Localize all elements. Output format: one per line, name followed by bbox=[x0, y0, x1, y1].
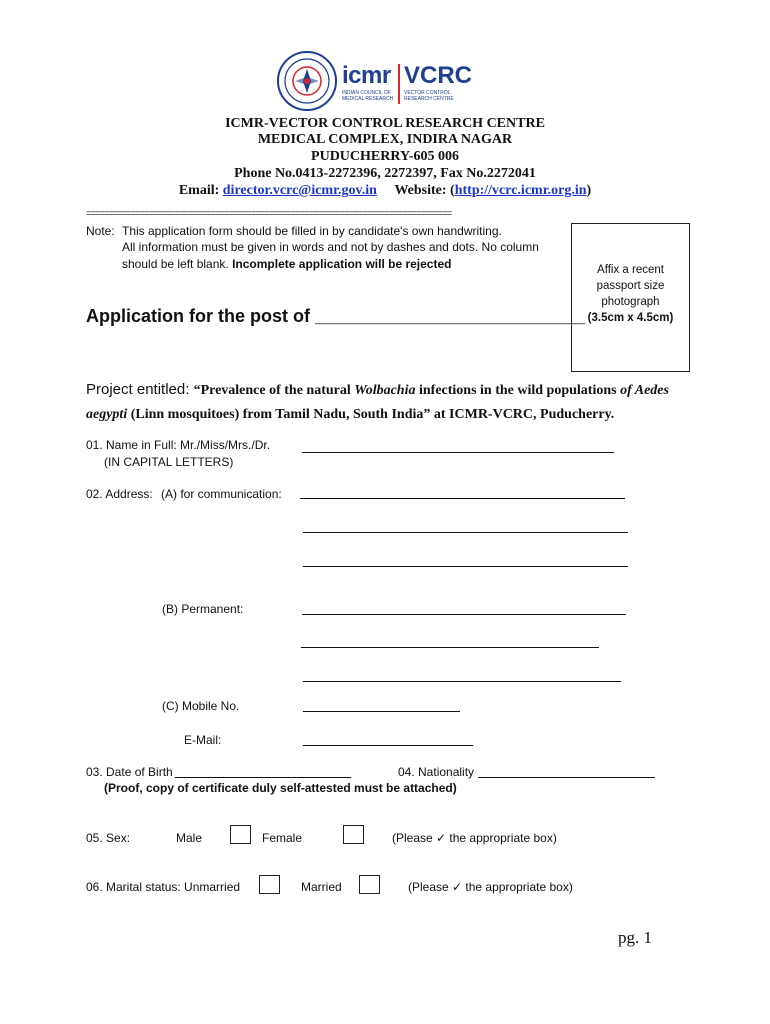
project-text-3: (Linn mosquitoes) from Tamil Nadu, South India” at ICMR-VCRC, Puducherry. bbox=[127, 407, 615, 422]
name-input-line[interactable] bbox=[302, 452, 614, 453]
vcrc-fullname: VECTOR CONTROL RESEARCH CENTRE bbox=[404, 90, 454, 102]
dob-label: 03. Date of Birth bbox=[86, 765, 173, 779]
marital-label: 06. Marital status: Unmarried bbox=[86, 880, 241, 894]
header-contact bbox=[0, 183, 770, 199]
website-label: Website: ( bbox=[394, 183, 455, 198]
name-label: 01. Name in Full: Mr./Miss/Mrs./Dr. bbox=[86, 438, 271, 452]
note-warning: Incomplete application will be rejected bbox=[232, 257, 452, 271]
address-b-line-2[interactable] bbox=[301, 647, 599, 648]
page-number: pg. 1 bbox=[618, 928, 652, 947]
logo-divider bbox=[398, 64, 400, 104]
note-line-1: This application form should be filled in by candidate's own handwriting. bbox=[122, 224, 502, 238]
website-close: ) bbox=[586, 183, 592, 198]
project-italic-1: Wolbachia bbox=[354, 383, 416, 398]
address-label: 02. Address: bbox=[86, 487, 153, 501]
note-label: Note: bbox=[86, 224, 115, 238]
mobile-input-line[interactable] bbox=[303, 711, 460, 712]
marital-tick-hint: (Please ✓ the appropriate box) bbox=[408, 880, 573, 894]
address-a-line-3[interactable] bbox=[303, 566, 628, 567]
vcrc-wordmark: VCRC bbox=[404, 62, 473, 89]
photo-line-3: photograph bbox=[601, 296, 660, 308]
address-a-line-1[interactable] bbox=[300, 498, 625, 499]
website-link[interactable]: http://vcrc.icmr.org.in bbox=[454, 183, 587, 198]
dob-input-line[interactable] bbox=[175, 777, 351, 778]
address-b-line-1[interactable] bbox=[302, 614, 626, 615]
photo-box[interactable] bbox=[571, 223, 690, 372]
photo-line-1: Affix a recent bbox=[597, 264, 664, 276]
name-sublabel: (IN CAPITAL LETTERS) bbox=[104, 455, 234, 469]
sex-tick-hint: (Please ✓ the appropriate box) bbox=[392, 831, 557, 845]
nationality-input-line[interactable] bbox=[478, 777, 655, 778]
male-checkbox[interactable] bbox=[230, 825, 251, 844]
project-text-1: “Prevalence of the natural bbox=[193, 383, 355, 398]
email-label: Email: bbox=[178, 183, 220, 198]
header-line-3: PUDUCHERRY-605 006 bbox=[311, 149, 459, 164]
email-link[interactable]: director.vcrc@icmr.gov.in bbox=[222, 183, 377, 198]
mobile-label: (C) Mobile No. bbox=[162, 699, 240, 713]
address-b-line-3[interactable] bbox=[303, 681, 621, 682]
logo-group bbox=[276, 48, 473, 118]
icmr-fullname: INDIAN COUNCIL OF MEDICAL RESEARCH bbox=[342, 90, 394, 102]
female-label: Female bbox=[262, 831, 303, 845]
male-label: Male bbox=[176, 831, 203, 845]
note-line-3-text: should be left blank. bbox=[122, 257, 229, 271]
address-a-line-2[interactable] bbox=[303, 532, 628, 533]
note-line-2: All information must be given in words and not by dashes and dots. No column bbox=[122, 240, 539, 254]
separator: ================================================================================== bbox=[86, 208, 452, 218]
header-line-2: MEDICAL COMPLEX, INDIRA NAGAR bbox=[257, 132, 513, 147]
sex-label: 05. Sex: bbox=[86, 831, 131, 845]
project-text-2: infections in the wild populations bbox=[415, 383, 621, 398]
icmr-emblem-icon bbox=[276, 50, 338, 112]
proof-note: (Proof, copy of certificate duly self-attested must be attached) bbox=[104, 781, 457, 795]
project-entitled bbox=[86, 378, 688, 426]
address-b-label: (B) Permanent: bbox=[162, 602, 244, 616]
icmr-wordmark: icmr bbox=[342, 62, 391, 89]
married-label: Married bbox=[301, 880, 342, 894]
photo-line-4: (3.5cm x 4.5cm) bbox=[587, 312, 674, 324]
application-title: Application for the post of ___________________________ bbox=[86, 306, 586, 326]
note-line-3 bbox=[122, 257, 451, 271]
address-a-label: (A) for communication: bbox=[161, 487, 282, 501]
project-label: Project entitled: bbox=[86, 381, 194, 398]
header-line-4: Phone No.0413-2272396, 2272397, Fax No.2272041 bbox=[234, 166, 536, 181]
email-input-line[interactable] bbox=[303, 745, 473, 746]
photo-line-2: passport size bbox=[596, 280, 665, 292]
header-line-1: ICMR-VECTOR CONTROL RESEARCH CENTRE bbox=[225, 116, 545, 131]
nationality-label: 04. Nationality bbox=[398, 765, 475, 779]
email-field-label: E-Mail: bbox=[184, 733, 222, 747]
unmarried-checkbox[interactable] bbox=[259, 875, 280, 894]
female-checkbox[interactable] bbox=[343, 825, 364, 844]
married-checkbox[interactable] bbox=[359, 875, 380, 894]
project-italic-2: of Aedes aegypti bbox=[86, 383, 669, 422]
